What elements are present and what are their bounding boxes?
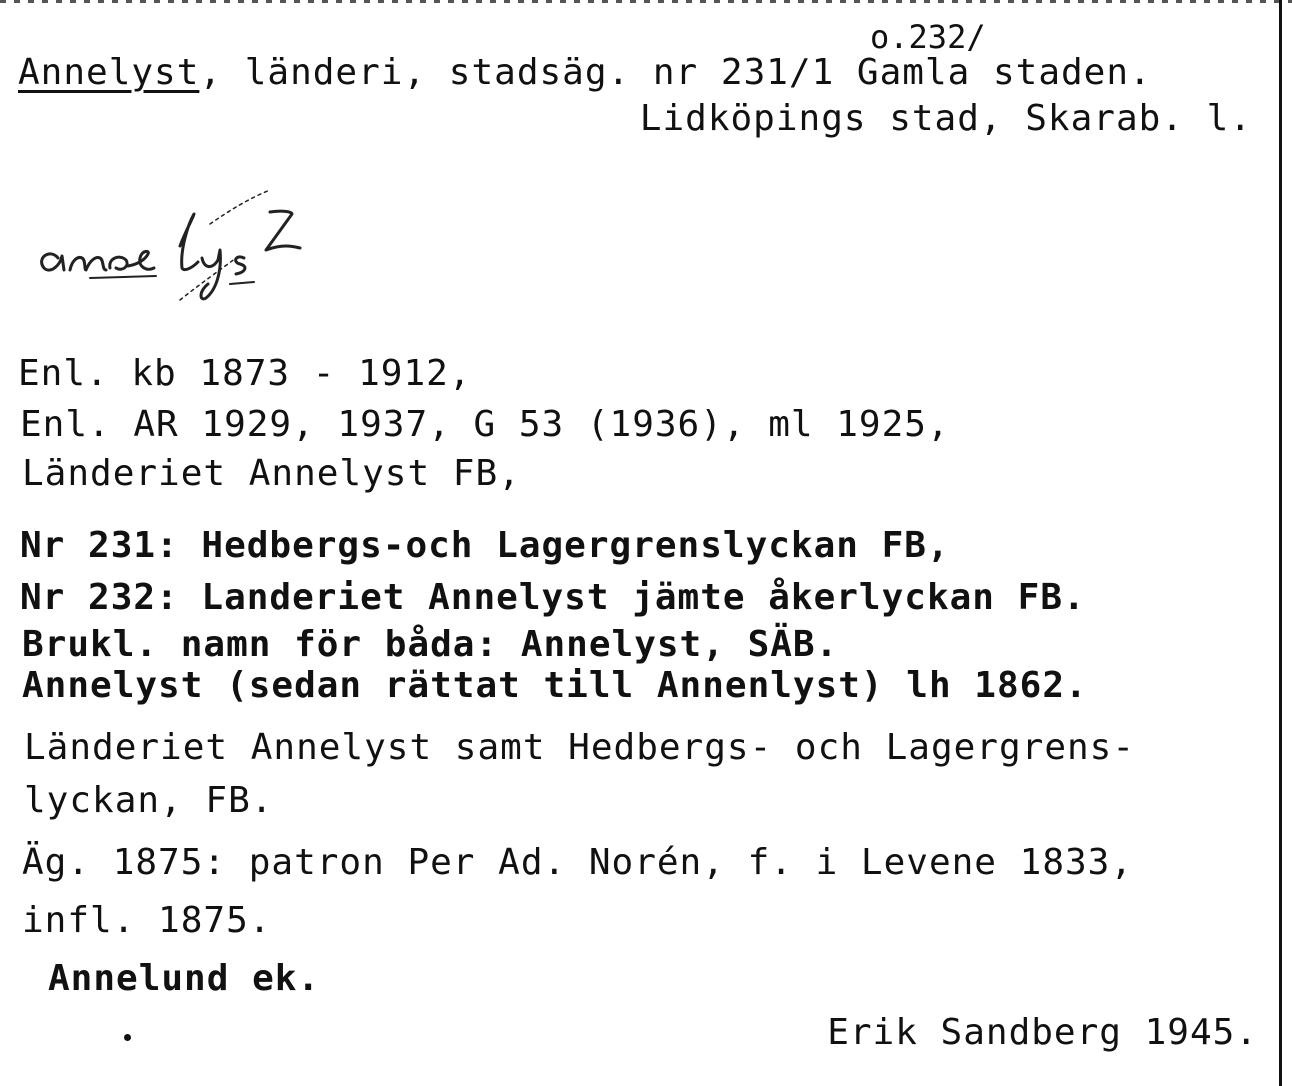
note-line: lyckan, FB. bbox=[24, 780, 274, 821]
parcel-number-insert: o.232/ bbox=[870, 18, 986, 56]
header-line-2: Lidköpings stad, Skarab. l. bbox=[639, 98, 1252, 139]
place-name: Annelyst bbox=[18, 52, 200, 93]
owner-line: infl. 1875. bbox=[22, 900, 272, 941]
owner-line: Äg. 1875: patron Per Ad. Norén, f. i Levene 1833, bbox=[22, 842, 1134, 883]
header-line-1 bbox=[18, 52, 1152, 93]
cross-reference: Annelund ek. bbox=[48, 958, 321, 999]
usage-name-line: Brukl. namn för båda: Annelyst, SÄB. bbox=[22, 624, 839, 665]
handwritten-name bbox=[30, 180, 470, 310]
ink-dot bbox=[124, 1034, 131, 1041]
header-line-1-rest: , länderi, stadsäg. nr 231/1 Gamla staden. bbox=[199, 52, 1152, 93]
signature: Erik Sandberg 1945. bbox=[827, 1012, 1258, 1053]
note-line: Länderiet Annelyst samt Hedbergs- och Lagergrens- bbox=[24, 727, 1136, 768]
parcel-line: Nr 231: Hedbergs-och Lagergrenslyckan FB, bbox=[20, 525, 950, 566]
card-right-edge bbox=[1279, 0, 1282, 1086]
source-line: Enl. kb 1873 - 1912, bbox=[18, 353, 472, 394]
card-top-edge bbox=[0, 0, 1292, 3]
historical-form-line: Annelyst (sedan rättat till Annenlyst) lh 1862. bbox=[22, 665, 1088, 706]
source-line: Enl. AR 1929, 1937, G 53 (1936), ml 1925, bbox=[20, 404, 950, 445]
parcel-line: Nr 232: Landeriet Annelyst jämte åkerlyckan FB. bbox=[20, 577, 1086, 618]
source-line: Länderiet Annelyst FB, bbox=[22, 453, 521, 494]
